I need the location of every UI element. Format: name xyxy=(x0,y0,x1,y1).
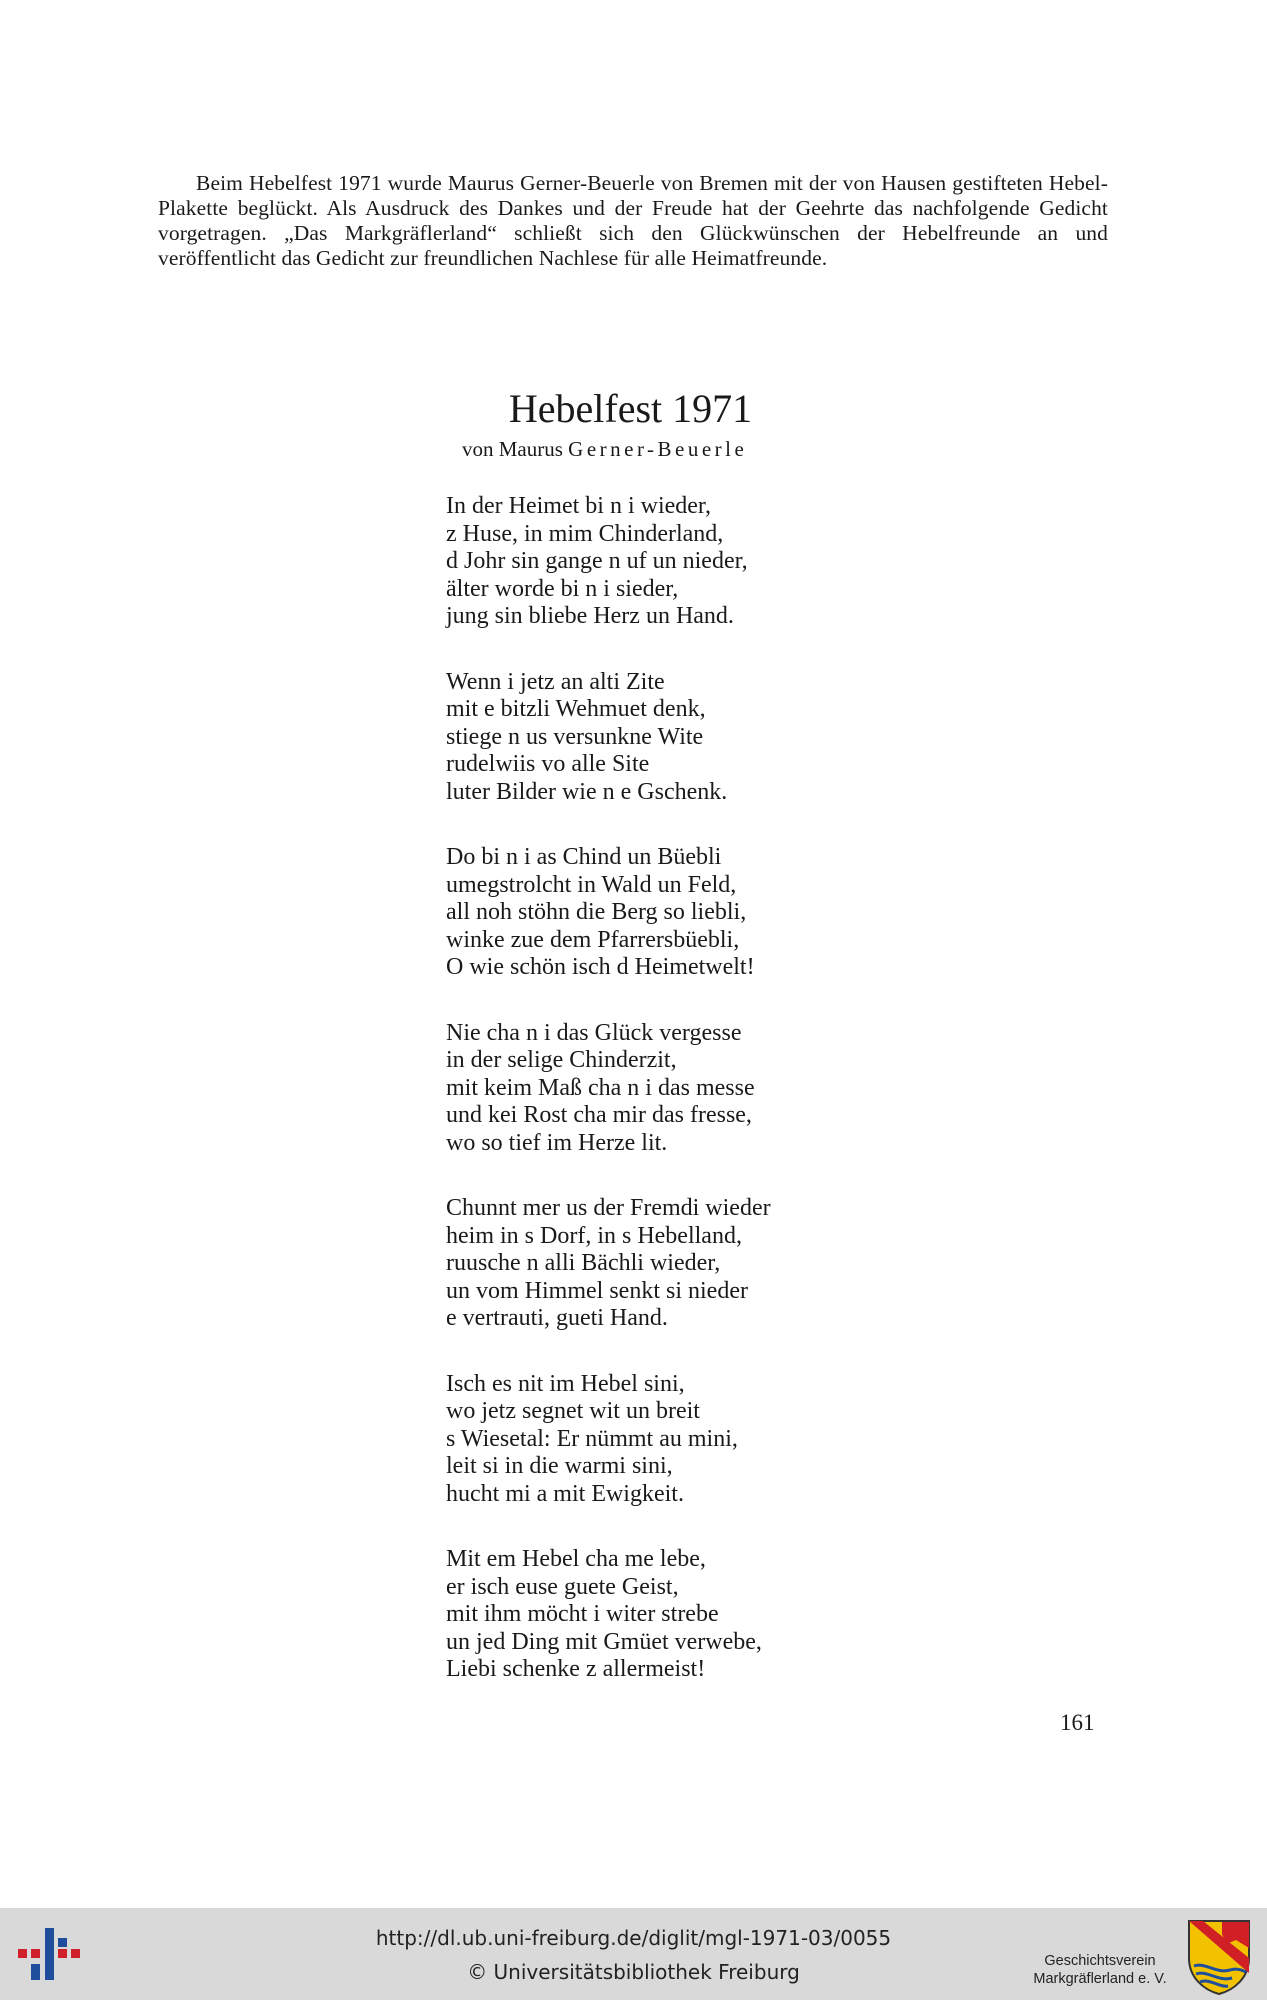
footer-bar xyxy=(0,1908,1267,2000)
poem-line: Chunnt mer us der Fremdi wieder xyxy=(446,1195,771,1221)
stanza xyxy=(446,1195,1006,1333)
stanza xyxy=(446,1546,1006,1684)
page-number: 161 xyxy=(1060,1710,1095,1735)
poem-line: jung sin bliebe Herz un Hand. xyxy=(446,603,734,629)
poem-line: un vom Himmel senkt si nieder xyxy=(446,1277,748,1304)
poem-line: leit si in die warmi sini, xyxy=(446,1453,673,1479)
society-line-1: Geschichtsverein xyxy=(1044,1953,1156,1969)
poem-line: hucht mi a mit Ewigkeit. xyxy=(446,1480,684,1507)
poem-line: in der selige Chinderzit, xyxy=(446,1047,677,1073)
society-line-2: Markgräflerland e. V. xyxy=(1033,1971,1167,1987)
author-prefix: von Maurus xyxy=(462,437,569,461)
poem-line: heim in s Dorf, in s Hebelland, xyxy=(446,1222,742,1249)
stanza xyxy=(446,1020,1006,1158)
stanza xyxy=(446,1371,1006,1509)
poem-line: stiege n us versunkne Wite xyxy=(446,723,704,750)
poem-line: Nie cha n i das Glück vergesse xyxy=(446,1019,742,1046)
stanza xyxy=(446,844,1006,982)
poem-line: In der Heimet bi n i wieder, xyxy=(446,493,711,519)
stanza xyxy=(446,493,1006,631)
poem-line: d Johr sin gange n uf un nieder, xyxy=(446,548,748,574)
copyright-text: © Universitätsbibliothek Freiburg xyxy=(467,1960,800,1984)
poem-line: älter worde bi n i sieder, xyxy=(446,575,679,602)
poem-line: all noh stöhn die Berg so liebli, xyxy=(446,899,747,925)
society-name xyxy=(1020,1952,1180,1988)
poem-body xyxy=(446,493,1006,1722)
poem-line: luter Bilder wie n e Gschenk. xyxy=(446,778,728,805)
poem-line: mit e bitzli Wehmuet denk, xyxy=(446,696,706,722)
poem-line: und kei Rost cha mir das fresse, xyxy=(446,1102,752,1128)
intro-paragraph: Beim Hebelfest 1971 wurde Maurus Gerner-Beuerle von Bremen mit der von Hausen gestifteten Hebel-Plakette beglückt. Als Ausdruck des Dankes und der Freude hat der Geehrte das nachfolgende Gedicht vorgetragen. „Das Markgräflerland“ schließt sich den Glückwünschen der Hebelfreunde an und veröffentlicht das Gedicht zur freundlichen Nachlese für alle Heimatfreunde. xyxy=(158,171,1108,270)
stanza xyxy=(446,669,1006,807)
poem-line: Do bi n i as Chind un Büebli xyxy=(446,844,722,870)
poem-line: wo jetz segnet wit un breit xyxy=(446,1398,700,1424)
poem-title: Hebelfest 1971 xyxy=(508,386,753,431)
poem-line: wo so tief im Herze lit. xyxy=(446,1129,668,1156)
poem-line: Mit em Hebel cha me lebe, xyxy=(446,1546,706,1572)
poem-line: ruusche n alli Bächli wieder, xyxy=(446,1250,721,1276)
poem-line: er isch euse guete Geist, xyxy=(446,1573,679,1600)
poem-line: O wie schön isch d Heimetwelt! xyxy=(446,954,755,980)
poem-line: un jed Ding mit Gmüet verwebe, xyxy=(446,1628,762,1655)
poem-line: Liebi schenke z allermeist! xyxy=(446,1656,706,1682)
poem-author xyxy=(462,436,747,462)
poem-line: e vertrauti, gueti Hand. xyxy=(446,1305,668,1331)
poem-line: winke zue dem Pfarrersbüebli, xyxy=(446,926,740,953)
poem-line: s Wiesetal: Er nümmt au mini, xyxy=(446,1425,738,1452)
poem-line: Wenn i jetz an alti Zite xyxy=(446,668,665,695)
markgraeflerland-crest-icon xyxy=(1186,1918,1252,1996)
poem-line: mit ihm möcht i witer strebe xyxy=(446,1601,719,1627)
poem-line: mit keim Maß cha n i das messe xyxy=(446,1074,755,1101)
poem-line: rudelwiis vo alle Site xyxy=(446,751,650,777)
document-url-link[interactable]: http://dl.ub.uni-freiburg.de/diglit/mgl-1971-03/0055 xyxy=(375,1926,892,1950)
author-name: Gerner-Beuerle xyxy=(568,437,748,461)
poem-line: Isch es nit im Hebel sini, xyxy=(446,1370,685,1397)
poem-line: z Huse, in mim Chinderland, xyxy=(446,520,724,547)
poem-line: umegstrolcht in Wald un Feld, xyxy=(446,871,737,898)
